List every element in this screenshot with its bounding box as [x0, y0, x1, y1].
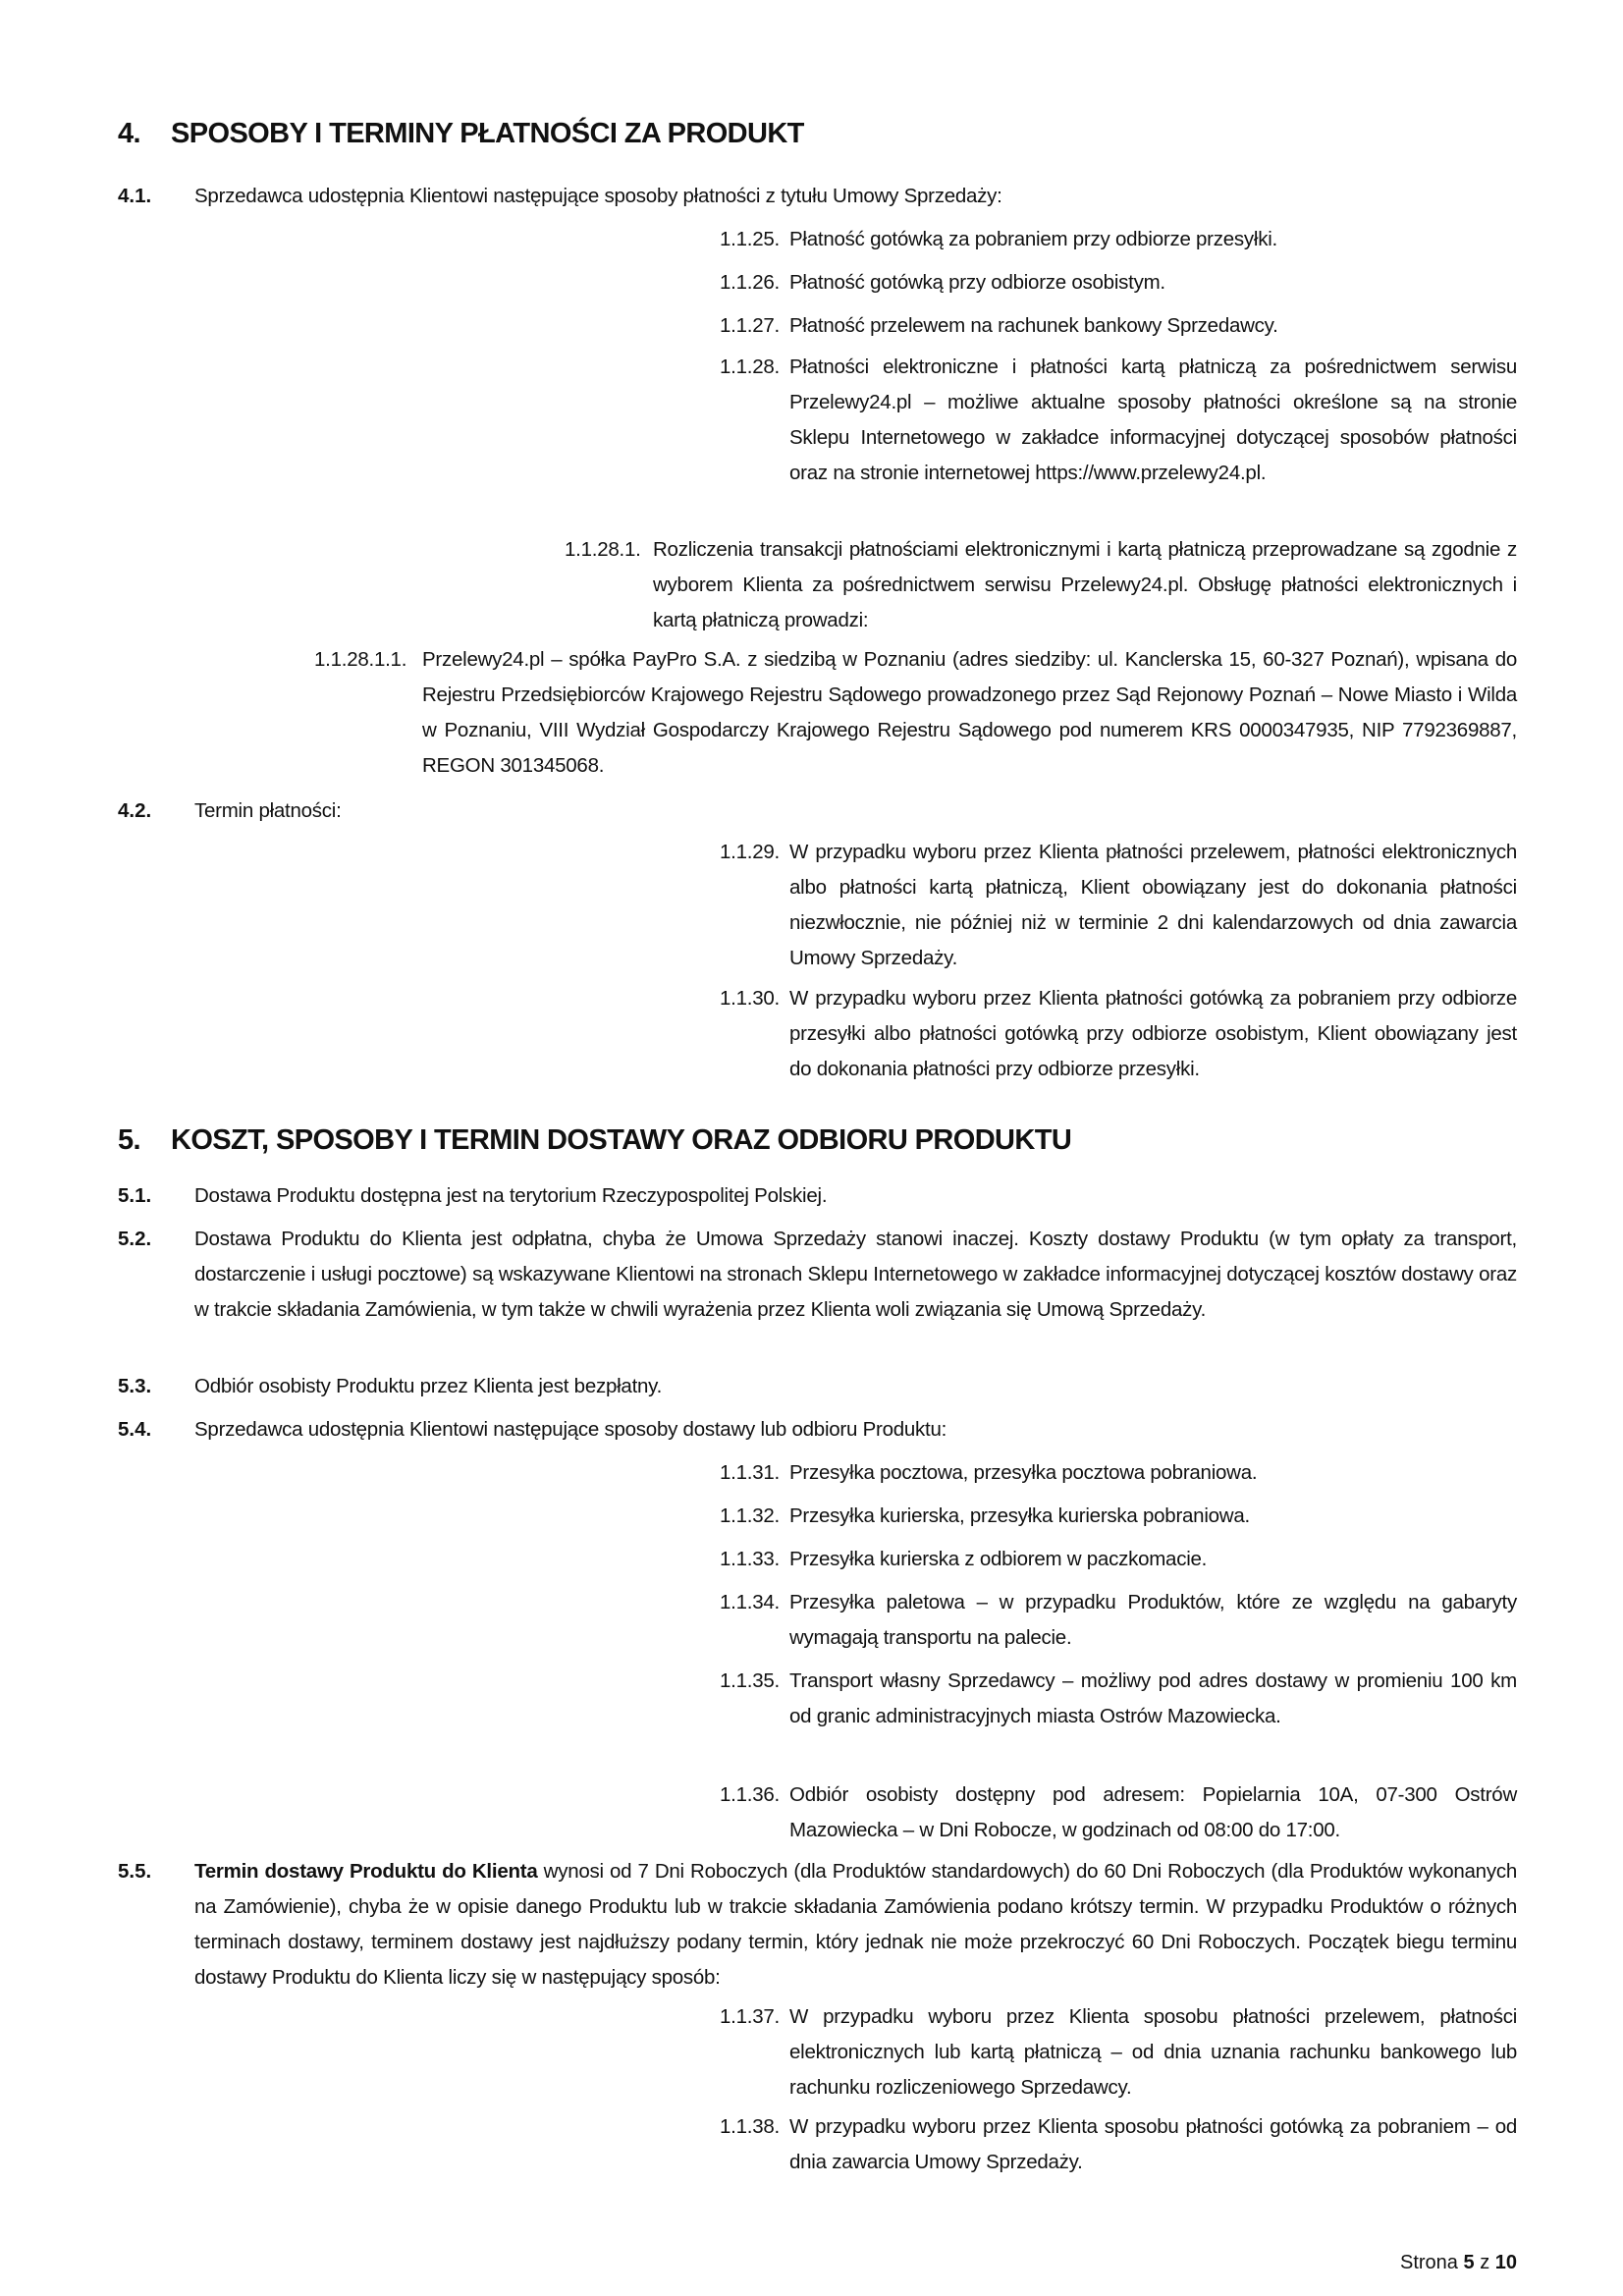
list-subsubitem: [314, 642, 1517, 784]
list-item: [720, 308, 1517, 344]
list-item: [720, 1664, 1517, 1734]
item-text: Przesyłka kurierska, przesyłka kurierska pobraniowa.: [789, 1504, 1250, 1527]
item-number: 1.1.31.: [720, 1461, 780, 1484]
list-item: [720, 2109, 1517, 2180]
item-text: Przesyłka paletowa – w przypadku Produktów, które ze względu na gabaryty wymagają transportu na palecie.: [789, 1591, 1517, 1649]
subsection-body: wynosi od 7 Dni Roboczych (dla Produktów standardowych) do 60 Dni Roboczych (dla Produktów wykonanych na Zamówienie), chyba że w opisie danego Produktu lub w trakcie składania Zamówienia podano krótszy termin. W przypadku Produktów o różnych terminach dostawy, terminem dostawy jest najdłuższy podany termin, który jednak nie może przekroczyć 60 Dni Roboczych. Początek biegu terminu dostawy Produktu do Klienta liczy się w następujący sposób:: [194, 1860, 1517, 1989]
list-item: [720, 1455, 1517, 1491]
item-text: W przypadku wyboru przez Klienta sposobu płatności gotówką za pobraniem – od dnia zawarcia Umowy Sprzedaży.: [789, 2115, 1517, 2173]
item-text: Odbiór osobisty dostępny pod adresem: Popielarnia 10A, 07-300 Ostrów Mazowiecka – w Dni Robocze, w godzinach od 08:00 do 17:00.: [789, 1783, 1517, 1841]
subsection-text: Termin płatności:: [194, 799, 342, 822]
item-text: Przesyłka pocztowa, przesyłka pocztowa pobraniowa.: [789, 1461, 1258, 1484]
item-text: Płatność gotówką przy odbiorze osobistym.: [789, 271, 1165, 294]
item-text: Płatność gotówką za pobraniem przy odbiorze przesyłki.: [789, 228, 1277, 250]
subsection-5-2: [118, 1222, 1517, 1328]
current-page: 5: [1463, 2252, 1475, 2273]
list-item: [720, 1585, 1517, 1656]
list-subitem: [565, 532, 1517, 638]
item-number: 1.1.25.: [720, 228, 780, 250]
item-text: Transport własny Sprzedawcy – możliwy pod adres dostawy w promieniu 100 km od granic administracyjnych miasta Ostrów Mazowiecka.: [789, 1669, 1517, 1727]
total-pages: 10: [1494, 2252, 1517, 2273]
section-number: 5.: [118, 1124, 140, 1156]
footer-prefix: Strona: [1400, 2252, 1458, 2273]
item-number: 1.1.27.: [720, 314, 780, 337]
item-number: 1.1.37.: [720, 2005, 780, 2028]
subsection-text: Dostawa Produktu dostępna jest na terytorium Rzeczypospolitej Polskiej.: [194, 1184, 828, 1207]
subsection-4-2: [118, 793, 1517, 829]
list-item: [720, 981, 1517, 1087]
subsection-number: 5.5.: [118, 1860, 152, 1883]
item-number: 1.1.34.: [720, 1591, 780, 1613]
subsection-text: [194, 1854, 1517, 1995]
item-number: 1.1.28.: [720, 355, 780, 378]
section-title: KOSZT, SPOSOBY I TERMIN DOSTAWY ORAZ ODBIORU PRODUKTU: [171, 1124, 1072, 1156]
item-number: 1.1.33.: [720, 1548, 780, 1570]
item-number: 1.1.28.1.: [565, 538, 641, 561]
footer-separator: z: [1480, 2252, 1490, 2273]
item-text: W przypadku wyboru przez Klienta płatności gotówką za pobraniem przy odbiorze przesyłki albo płatności gotówką przy odbiorze osobistym, Klient obowiązany jest do dokonania płatności przy odbiorze przesyłki.: [789, 987, 1517, 1080]
item-text: Rozliczenia transakcji płatnościami elektronicznymi i kartą płatniczą przeprowadzane są zgodnie z wyborem Klienta za pośrednictwem serwisu Przelewy24.pl. Obsługę płatności elektronicznych i kartą płatniczą prowadzi:: [653, 538, 1517, 631]
subsection-5-4: [118, 1412, 1517, 1448]
item-number: 1.1.30.: [720, 987, 780, 1010]
subsection-number: 5.1.: [118, 1184, 152, 1207]
item-text: Płatność przelewem na rachunek bankowy Sprzedawcy.: [789, 314, 1278, 337]
subsection-text: Sprzedawca udostępnia Klientowi następujące sposoby płatności z tytułu Umowy Sprzedaży:: [194, 185, 1002, 207]
item-text: W przypadku wyboru przez Klienta sposobu płatności przelewem, płatności elektronicznych lub kartą płatniczą – od dnia uznania rachunku bankowego lub rachunku rozliczeniowego Sprzedawcy.: [789, 2005, 1517, 2099]
subsection-number: 4.1.: [118, 185, 152, 207]
item-number: 1.1.35.: [720, 1669, 780, 1692]
list-item: [720, 265, 1517, 301]
list-item: [720, 1999, 1517, 2105]
subsection-5-3: [118, 1369, 1517, 1404]
section-heading-4: [118, 118, 804, 150]
subsection-5-1: [118, 1178, 1517, 1214]
item-number: 1.1.29.: [720, 841, 780, 863]
subsection-5-5: [118, 1854, 1517, 1995]
subsection-number: 5.2.: [118, 1228, 152, 1250]
item-number: 1.1.36.: [720, 1783, 780, 1806]
item-text: Przesyłka kurierska z odbiorem w paczkomacie.: [789, 1548, 1208, 1570]
subsection-text: Dostawa Produktu do Klienta jest odpłatna, chyba że Umowa Sprzedaży stanowi inaczej. Koszty dostawy Produktu (w tym opłaty za transport, dostarczenie i usługi pocztowe) są wskazywane Klientowi na stronach Sklepu Internetowego w zakładce informacyjnej dotyczącej kosztów dostawy oraz w trakcie składania Zamówienia, w tym także w chwili wyrażenia przez Klienta woli związania się Umową Sprzedaży.: [194, 1228, 1517, 1321]
list-item: [720, 1777, 1517, 1848]
subsection-number: 4.2.: [118, 799, 152, 822]
list-item: [720, 835, 1517, 976]
item-number: 1.1.26.: [720, 271, 780, 294]
section-heading-5: [118, 1124, 1071, 1157]
item-number: 1.1.32.: [720, 1504, 780, 1527]
item-number: 1.1.38.: [720, 2115, 780, 2138]
page-number-footer: [1400, 2252, 1517, 2274]
subsection-number: 5.3.: [118, 1375, 152, 1397]
item-number: 1.1.28.1.1.: [314, 648, 407, 671]
list-item: [720, 1542, 1517, 1577]
item-text: W przypadku wyboru przez Klienta płatności przelewem, płatności elektronicznych albo płatności kartą płatniczą, Klient obowiązany jest do dokonania płatności niezwłocznie, nie później niż w terminie 2 dni kalendarzowych od dnia zawarcia Umowy Sprzedaży.: [789, 841, 1517, 969]
subsection-text: Odbiór osobisty Produktu przez Klienta jest bezpłatny.: [194, 1375, 663, 1397]
subsection-number: 5.4.: [118, 1418, 152, 1441]
list-item: [720, 350, 1517, 491]
subsection-text: Sprzedawca udostępnia Klientowi następujące sposoby dostawy lub odbioru Produktu:: [194, 1418, 947, 1441]
section-title: SPOSOBY I TERMINY PŁATNOŚCI ZA PRODUKT: [171, 118, 804, 149]
subsection-4-1: [118, 179, 1517, 214]
list-item: [720, 222, 1517, 257]
item-text: Płatności elektroniczne i płatności kartą płatniczą za pośrednictwem serwisu Przelewy24.pl – możliwe aktualne sposoby płatności określone są na stronie Sklepu Internetowego w zakładce informacyjnej dotyczącej sposobów płatności oraz na stronie internetowej https://www.przelewy24.pl.: [789, 355, 1517, 484]
section-number: 4.: [118, 118, 140, 149]
bold-lead: Termin dostawy Produktu do Klienta: [194, 1860, 538, 1883]
list-item: [720, 1499, 1517, 1534]
item-text: Przelewy24.pl – spółka PayPro S.A. z siedzibą w Poznaniu (adres siedziby: ul. Kanclerska 15, 60-327 Poznań), wpisana do Rejestru Przedsiębiorców Krajowego Rejestru Sądowego prowadzonego przez Sąd Rejonowy Poznań – Nowe Miasto i Wilda w Poznaniu, VIII Wydział Gospodarczy Krajowego Rejestru Sądowego pod numerem KRS 0000347935, NIP 7792369887, REGON 301345068.: [422, 648, 1517, 777]
